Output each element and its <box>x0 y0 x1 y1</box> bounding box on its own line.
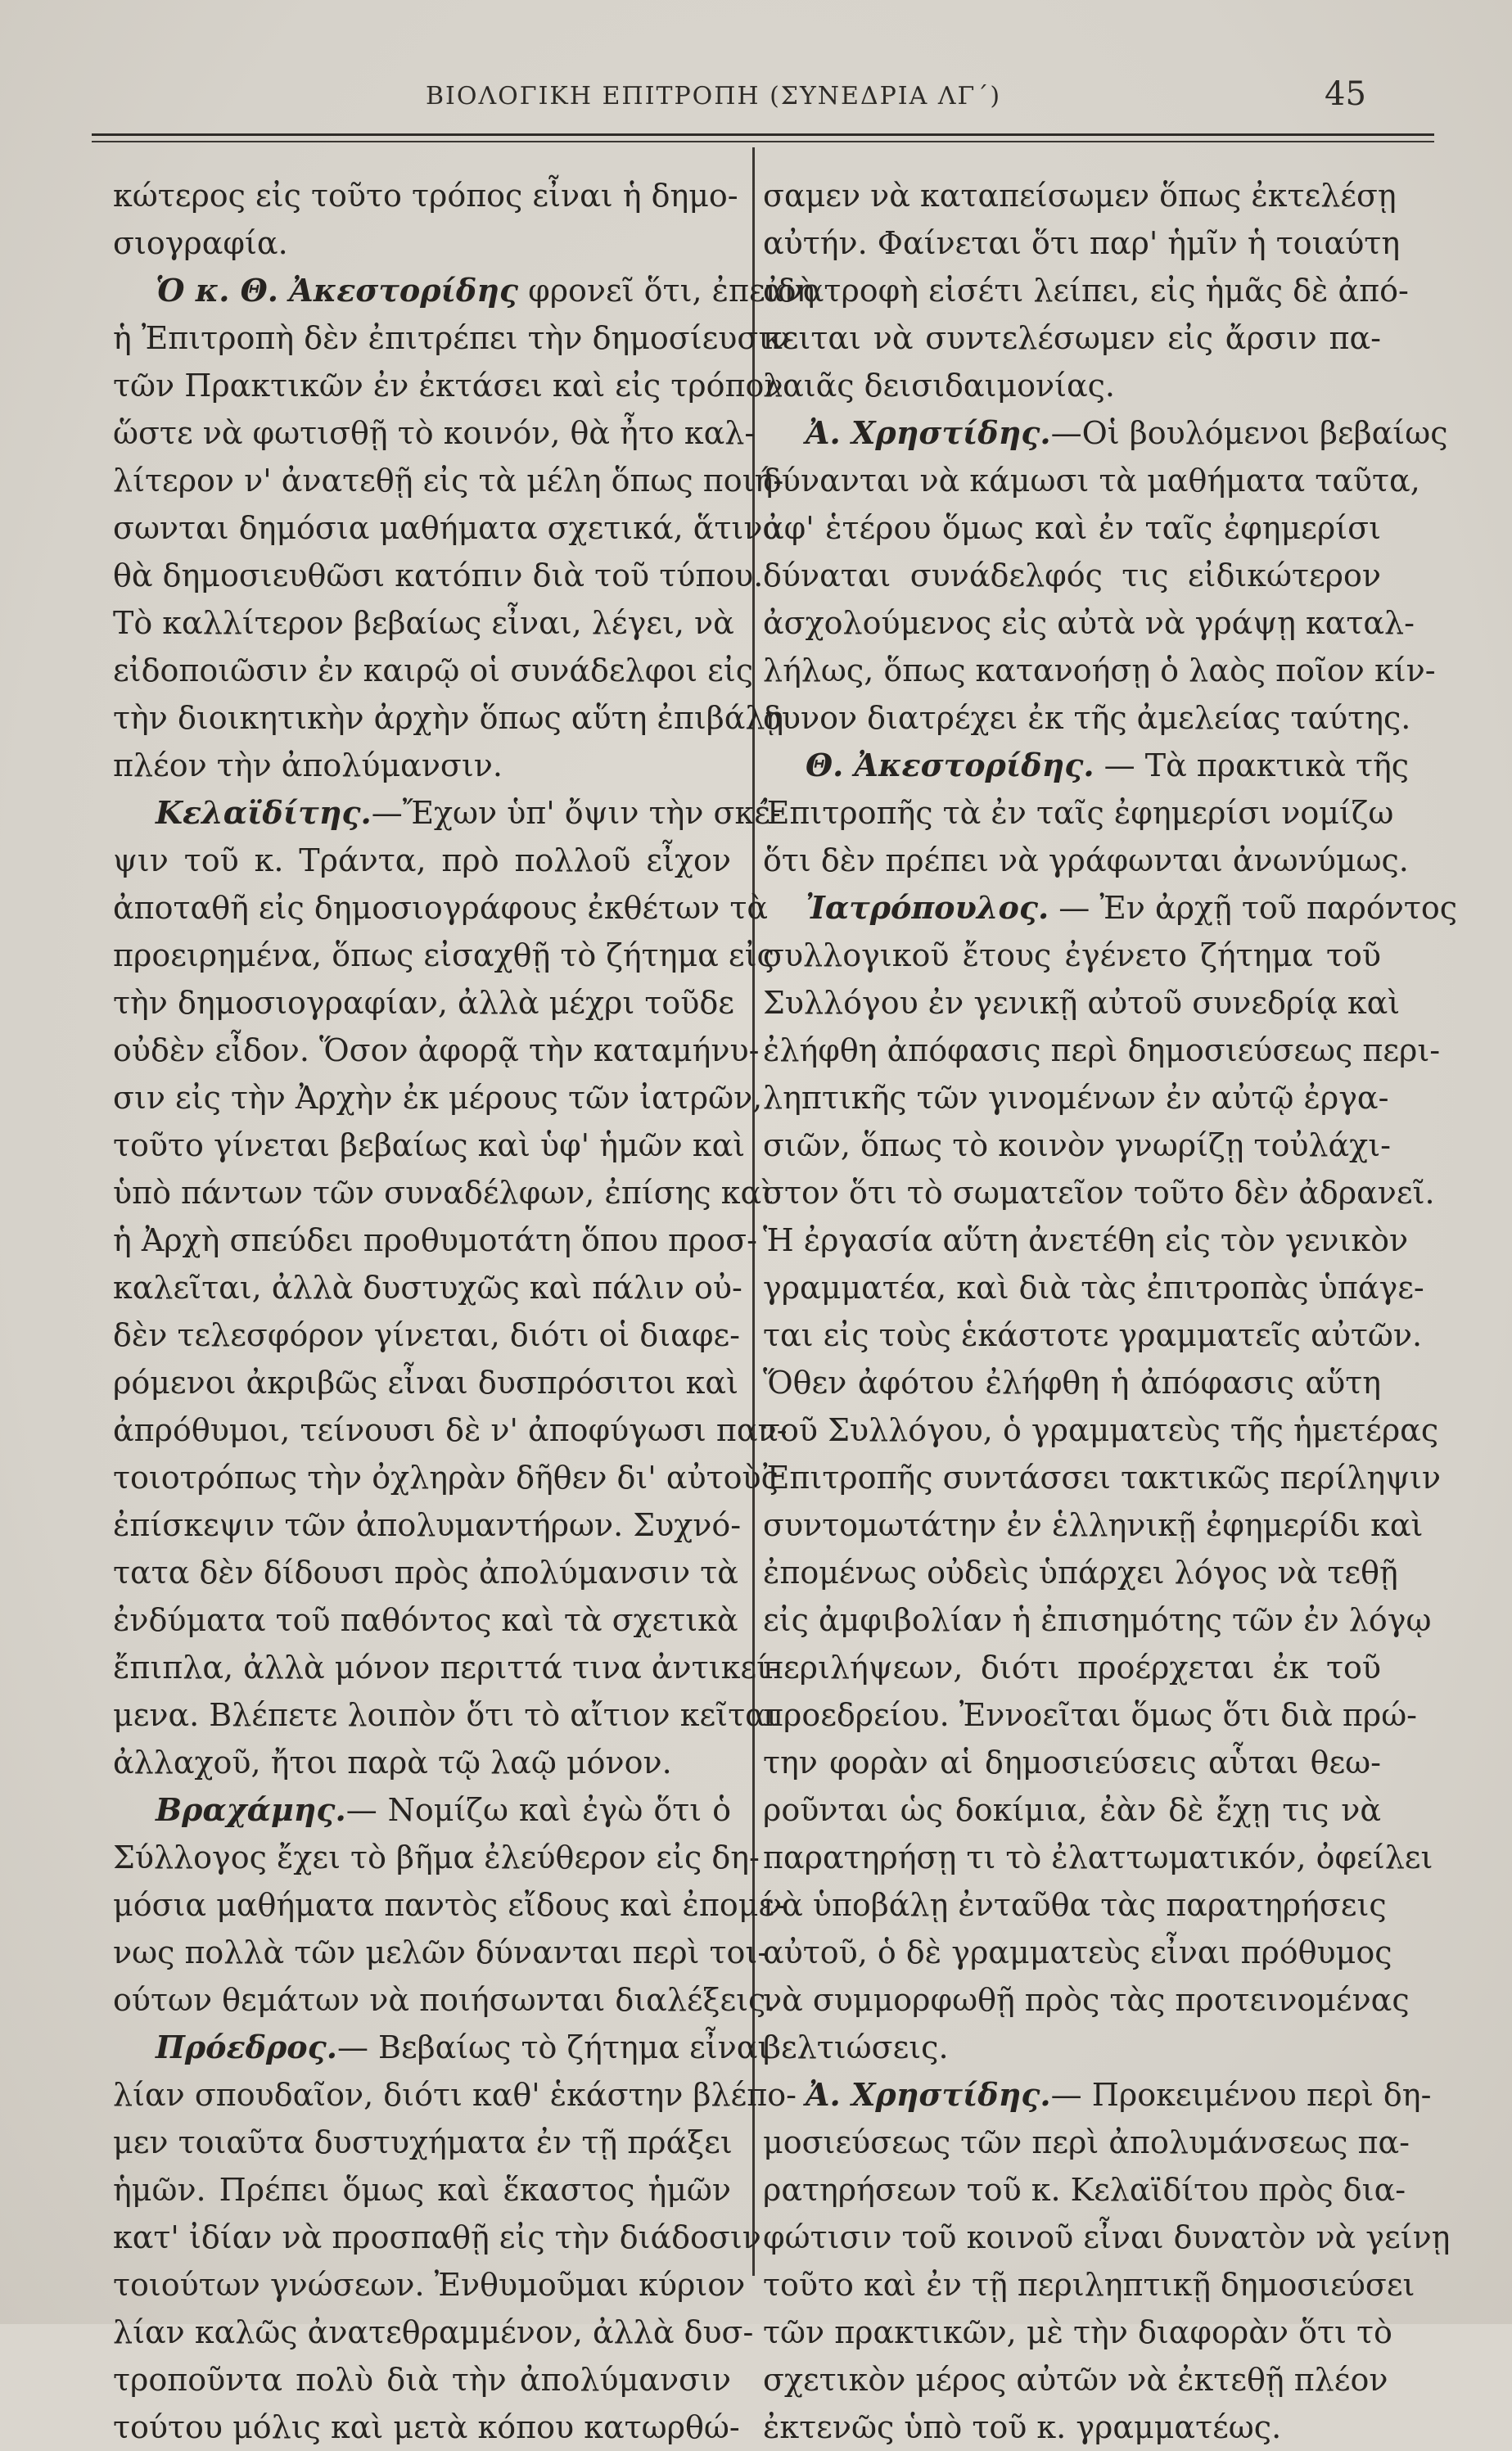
text-line <box>763 1454 1442 1501</box>
text-line <box>113 267 815 314</box>
line-text: δυνον διατρέχει ἐκ τῆς ἀμελείας ταύτης. <box>763 700 1411 736</box>
text-line <box>763 2214 1451 2261</box>
text-line <box>113 1929 769 1976</box>
text-line <box>763 599 1415 647</box>
line-text: εἰδοποιῶσιν ἐν καιρῷ οἱ συνάδελφοι εἰς <box>113 652 754 688</box>
text-line <box>113 552 764 599</box>
line-text: ἀνατροφὴ εἰσέτι λείπει, εἰς ἡμᾶς δὲ ἀπό- <box>763 273 1409 309</box>
speaker-name: Πρόεδρος. <box>156 2029 337 2065</box>
line-text: καλεῖται, ἀλλὰ δυστυχῶς καὶ πάλιν οὐ- <box>113 1270 742 1306</box>
running-title: ΒΙΟΛΟΓΙΚΗ ΕΠΙΤΡΟΠΗ (ΣΥΝΕΔΡΙΑ ΛΓ΄) <box>426 82 1002 111</box>
text-line <box>113 2166 731 2214</box>
line-text: ὥστε νὰ φωτισθῇ τὸ κοινόν, θὰ ἦτο καλ- <box>113 415 756 451</box>
text-line <box>113 694 784 742</box>
text-line <box>763 979 1401 1027</box>
text-line <box>113 647 754 694</box>
line-text: στον ὅτι τὸ σωματεῖον τοῦτο δὲν ἀδρανεῖ. <box>763 1175 1435 1211</box>
line-text: τῶν πρακτικῶν, μὲ τὴν διαφορὰν ὅτι τὸ <box>763 2314 1392 2350</box>
text-line <box>113 1596 738 1644</box>
line-text: πλέον τὴν ἀπολύμανσιν. <box>113 747 503 783</box>
line-text: ται εἰς τοὺς ἑκάστοτε γραμματεῖς αὐτῶν. <box>763 1317 1423 1353</box>
line-text: ὅτι δὲν πρέπει νὰ γράφωνται ἀνωνύμως. <box>763 842 1409 878</box>
text-line <box>763 742 1410 789</box>
line-text: αὐτήν. Φαίνεται ὅτι παρ' ἡμῖν ἡ τοιαύτη <box>763 225 1401 261</box>
line-text: τοῦ Συλλόγου, ὁ γραμματεὺς τῆς ἡμετέρας <box>763 1412 1439 1448</box>
text-line <box>113 932 774 979</box>
speaker-name: Ὁ κ. Θ. Ἀκεστορίδης <box>156 272 519 309</box>
text-line <box>113 1359 738 1406</box>
line-text: σιν εἰς τὴν Ἀρχὴν ἐκ μέρους τῶν ἰατρῶν, <box>113 1080 763 1116</box>
line-text: συντομωτάτην ἐν ἑλληνικῇ ἐφημερίδι καὶ <box>763 1507 1424 1543</box>
text-line <box>763 694 1411 742</box>
line-text: ἐνδύματα τοῦ παθόντος καὶ τὰ σχετικὰ <box>113 1602 738 1638</box>
text-line <box>113 884 769 932</box>
text-line <box>763 1976 1410 2024</box>
line-text: γραμματέα, καὶ διὰ τὰς ἐπιτροπὰς ὑπάγε- <box>763 1270 1424 1306</box>
line-text: ἡ Ἐπιτροπὴ δὲν ἐπιτρέπει τὴν δημοσίευσιν <box>113 320 790 356</box>
line-text: λίαν σπουδαῖον, διότι καθ' ἑκάστην βλέπο- <box>113 2077 797 2113</box>
text-line <box>113 457 784 504</box>
line-text: τῶν Πρακτικῶν ἐν ἐκτάσει καὶ εἰς τρόπον <box>113 368 783 404</box>
line-text: σαμεν νὰ καταπείσωμεν ὅπως ἐκτελέσῃ <box>763 178 1397 214</box>
line-text: εἰς ἀμφιβολίαν ἡ ἐπισημότης τῶν ἐν λόγῳ <box>763 1602 1432 1638</box>
left-column <box>113 172 815 2451</box>
line-text: —Οἱ βουλόμενοι βεβαίως <box>1050 415 1448 451</box>
text-line <box>113 2214 761 2261</box>
line-text: ἀσχολούμενος εἰς αὐτὰ νὰ γράψῃ καταλ- <box>763 605 1415 641</box>
text-line <box>763 1311 1423 1359</box>
line-text: ἐκτενῶς ὑπὸ τοῦ κ. γραμματέως. <box>763 2409 1282 2445</box>
line-text: Τὸ καλλίτερον βεβαίως εἶναι, λέγει, νὰ <box>113 605 734 641</box>
line-text: τὴν διοικητικὴν ἀρχὴν ὅπως αὕτη ἐπιβάλῃ <box>113 700 784 736</box>
line-text: ρόμενοι ἀκριβῶς εἶναι δυσπρόσιτοι καὶ <box>113 1365 738 1401</box>
line-text: τοιοτρόπως τὴν ὀχληρὰν δῆθεν δι' αὐτοὺς <box>113 1460 779 1496</box>
line-text: τὴν δημοσιογραφίαν, ἀλλὰ μέχρι τοῦδε <box>113 985 734 1021</box>
text-line <box>113 172 738 219</box>
speaker-name: Ἀ. Χρηστίδης. <box>806 414 1051 451</box>
text-line <box>113 1834 760 1881</box>
text-line <box>763 932 1381 979</box>
line-text: —Ἔχων ὑπ' ὄψιν τὴν σκέ- <box>371 795 781 831</box>
line-text: — Ἐν ἀρχῇ τοῦ παρόντος <box>1049 890 1458 926</box>
line-text: σιογραφία. <box>113 225 288 261</box>
text-line <box>763 1739 1381 1786</box>
line-text: δύνανται νὰ κάμωσι τὰ μαθήματα ταῦτα, <box>763 463 1420 499</box>
text-line <box>113 1406 788 1454</box>
text-line <box>113 979 734 1027</box>
line-text: δὲν τελεσφόρον γίνεται, διότι οἱ διαφε- <box>113 1317 740 1353</box>
text-line <box>763 2166 1406 2214</box>
text-line <box>763 789 1394 837</box>
line-text: περιλήψεων, διότι προέρχεται ἐκ τοῦ <box>763 1650 1381 1686</box>
line-text: δύναται συνάδελφός τις εἰδικώτερον <box>763 557 1381 594</box>
line-text: μοσιεύσεως τῶν περὶ ἀπολυμάνσεως πα- <box>763 2124 1410 2160</box>
speaker-name: Ἀ. Χρηστίδης. <box>806 2076 1051 2113</box>
text-line <box>763 2404 1381 2451</box>
line-text: Ἐπιτροπῆς τὰ ἐν ταῖς ἐφημερίσι νομίζω <box>763 795 1394 831</box>
line-text: τοῦτο καὶ ἐν τῇ περιληπτικῇ δημοσιεύσει <box>763 2267 1415 2303</box>
line-text: προειρημένα, ὅπως εἰσαχθῇ τὸ ζήτημα εἰς <box>113 937 774 973</box>
text-line <box>113 1976 776 2024</box>
text-line <box>763 409 1448 457</box>
line-text: ἡμῶν. Πρέπει ὅμως καὶ ἕκαστος ἡμῶν <box>113 2172 731 2208</box>
text-line <box>113 1501 742 1549</box>
line-text: Ὅθεν ἀφότου ἐλήφθη ἡ ἀπόφασις αὕτη <box>763 1365 1381 1401</box>
text-line <box>763 1501 1424 1549</box>
line-text: φώτισιν τοῦ κοινοῦ εἶναι δυνατὸν νὰ γείνῃ <box>763 2219 1451 2255</box>
text-line <box>113 1264 742 1311</box>
line-text: Συλλόγου ἐν γενικῇ αὐτοῦ συνεδρίᾳ καὶ <box>763 985 1401 1021</box>
line-text: ἀλλαχοῦ, ἤτοι παρὰ τῷ λαῷ μόνον. <box>113 1745 672 1781</box>
speaker-name: Θ. Ἀκεστορίδης. <box>806 747 1095 783</box>
text-line <box>763 1406 1439 1454</box>
text-line <box>763 1834 1433 1881</box>
text-line <box>113 2404 740 2451</box>
text-line <box>113 1122 746 1169</box>
text-line <box>763 2119 1410 2166</box>
line-text: νὰ ὑποβάλῃ ἐνταῦθα τὰς παρατηρήσεις <box>763 1887 1387 1923</box>
text-line <box>113 1691 779 1739</box>
text-line <box>113 2024 770 2071</box>
line-text: ροῦνται ὡς δοκίμια, ἐὰν δὲ ἔχῃ τις νὰ <box>763 1792 1381 1828</box>
text-line <box>113 599 734 647</box>
line-text: τοιούτων γνώσεων. Ἐνθυμοῦμαι κύριον <box>113 2267 746 2303</box>
line-text: τατα δὲν δίδουσι πρὸς ἀπολύμανσιν τὰ <box>113 1555 738 1591</box>
line-text: Ἡ ἐργασία αὕτη ἀνετέθη εἰς τὸν γενικὸν <box>763 1222 1409 1258</box>
text-line <box>113 2071 797 2119</box>
text-line <box>113 2119 731 2166</box>
text-line <box>113 504 784 552</box>
text-line <box>113 314 790 362</box>
line-text: φρονεῖ ὅτι, ἐπειδὴ <box>518 273 815 309</box>
line-text: κώτερος εἰς τοῦτο τρόπος εἶναι ἡ δημο- <box>113 178 738 214</box>
text-line <box>763 1074 1389 1122</box>
text-line <box>113 1311 740 1359</box>
text-line <box>763 1596 1432 1644</box>
line-text: ούτων θεμάτων νὰ ποιήσωνται διαλέξεις. <box>113 1982 776 2018</box>
text-line <box>763 647 1436 694</box>
line-text: τούτου μόλις καὶ μετὰ κόπου κατωρθώ- <box>113 2409 740 2445</box>
text-line <box>113 219 731 267</box>
text-line <box>763 1644 1381 1691</box>
header-rule-secondary <box>92 141 1434 142</box>
text-line <box>763 219 1401 267</box>
text-line <box>113 1074 763 1122</box>
line-text: μόσια μαθήματα παντὸς εἴδους καὶ ἐπομέ- <box>113 1887 785 1923</box>
text-line <box>113 2356 731 2404</box>
line-text: ἔπιπλα, ἀλλὰ μόνον περιττά τινα ἀντικεί- <box>113 1650 779 1686</box>
line-text: — Νομίζω καὶ ἐγὼ ὅτι ὁ <box>345 1792 731 1828</box>
text-line <box>113 1881 785 1929</box>
text-line <box>113 837 731 884</box>
text-line <box>113 1644 779 1691</box>
text-line <box>113 1169 774 1216</box>
text-line <box>113 362 783 409</box>
text-line <box>763 314 1381 362</box>
line-text: συλλογικοῦ ἔτους ἐγένετο ζήτημα τοῦ <box>763 937 1381 973</box>
text-line <box>763 2261 1415 2309</box>
line-text: ληπτικῆς τῶν γινομένων ἐν αὐτῷ ἐργα- <box>763 1080 1389 1116</box>
line-text: λίαν καλῶς ἀνατεθραμμένον, ἀλλὰ δυσ- <box>113 2314 754 2350</box>
line-text: ἐλήφθη ἀπόφασις περὶ δημοσιεύσεως περι- <box>763 1032 1441 1068</box>
line-text: Σύλλογος ἔχει τὸ βῆμα ἐλεύθερον εἰς δη- <box>113 1839 760 1875</box>
text-line <box>763 1929 1392 1976</box>
text-line <box>763 1881 1387 1929</box>
text-line <box>113 1739 731 1786</box>
line-text: μενα. Βλέπετε λοιπὸν ὅτι τὸ αἴτιον κεῖται <box>113 1697 779 1733</box>
speaker-name: Βραχάμης. <box>156 1791 346 1828</box>
text-line <box>763 552 1381 599</box>
line-text: Ἐπιτροπῆς συντάσσει τακτικῶς περίληψιν <box>763 1460 1442 1496</box>
line-text: σιῶν, ὅπως τὸ κοινὸν γνωρίζῃ τοὐλάχι- <box>763 1127 1391 1163</box>
text-line <box>763 2356 1388 2404</box>
line-text: ἡ Ἀρχὴ σπεύδει προθυμοτάτη ὅπου προσ- <box>113 1222 757 1258</box>
line-text: την φορὰν αἱ δημοσιεύσεις αὗται θεω- <box>763 1745 1381 1781</box>
line-text: ἀποταθῆ εἰς δημοσιογράφους ἐκθέτων τὰ <box>113 890 769 926</box>
text-line <box>763 1169 1435 1216</box>
text-line <box>113 1216 757 1264</box>
text-line <box>763 457 1420 504</box>
text-line <box>763 837 1409 884</box>
line-text: βελτιώσεις. <box>763 2029 949 2065</box>
running-header <box>0 75 1512 124</box>
speaker-name: Ἰατρόπουλος. <box>806 889 1049 926</box>
line-text: ἐπομένως οὐδεὶς ὑπάρχει λόγος νὰ τεθῇ <box>763 1555 1398 1591</box>
text-line <box>763 2071 1432 2119</box>
line-text: μεν τοιαῦτα δυστυχήματα ἐν τῇ πράξει <box>113 2124 733 2160</box>
text-line <box>763 504 1381 552</box>
line-text: τοῦτο γίνεται βεβαίως καὶ ὑφ' ἡμῶν καὶ <box>113 1127 746 1163</box>
text-line <box>763 1264 1424 1311</box>
text-line <box>113 1786 731 1834</box>
line-text: ἀπρόθυμοι, τείνουσι δὲ ν' ἀποφύγωσι παν- <box>113 1412 788 1448</box>
text-line <box>763 172 1397 219</box>
line-text: ψιν τοῦ κ. Τράντα, πρὸ πολλοῦ εἶχον <box>113 842 731 878</box>
line-text: ἀφ' ἑτέρου ὅμως καὶ ἐν ταῖς ἐφημερίσι <box>763 510 1381 546</box>
line-text: — Τὰ πρακτικὰ τῆς <box>1094 747 1410 783</box>
text-line <box>763 884 1458 932</box>
text-line <box>113 1027 760 1074</box>
line-text: σχετικὸν μέρος αὐτῶν νὰ ἐκτεθῇ πλέον <box>763 2362 1388 2398</box>
line-text: κατ' ἰδίαν νὰ προσπαθῇ εἰς τὴν διάδοσιν <box>113 2219 761 2255</box>
line-text: παρατηρήσῃ τι τὸ ἐλαττωματικόν, ὀφείλει <box>763 1839 1433 1875</box>
text-line <box>763 1027 1441 1074</box>
text-line <box>113 742 731 789</box>
line-text: νὰ συμμορφωθῇ πρὸς τὰς προτεινομένας <box>763 1982 1410 2018</box>
line-text: αὐτοῦ, ὁ δὲ γραμματεὺς εἶναι πρόθυμος <box>763 1934 1392 1970</box>
line-text: ἐπίσκεψιν τῶν ἀπολυμαντήρων. Συχνό- <box>113 1507 742 1543</box>
text-line <box>763 1549 1398 1596</box>
line-text: τροποῦντα πολὺ διὰ τὴν ἀπολύμανσιν <box>113 2362 731 2398</box>
line-text: ρατηρήσεων τοῦ κ. Κελαϊδίτου πρὸς δια- <box>763 2172 1406 2208</box>
text-line <box>763 267 1409 314</box>
text-line <box>113 789 781 837</box>
text-line <box>763 1359 1381 1406</box>
header-rule <box>92 133 1434 136</box>
line-text: λίτερον ν' ἀνατεθῇ εἰς τὰ μέλη ὅπως ποιή- <box>113 463 784 499</box>
text-line <box>763 2024 1381 2071</box>
line-text: νως πολλὰ τῶν μελῶν δύνανται περὶ τοι- <box>113 1934 769 1970</box>
text-line <box>763 1216 1409 1264</box>
line-text: κειται νὰ συντελέσωμεν εἰς ἄρσιν πα- <box>763 320 1381 356</box>
line-text: ὑπὸ πάντων τῶν συναδέλφων, ἐπίσης καὶ <box>113 1175 774 1211</box>
text-line <box>113 2261 746 2309</box>
text-line <box>113 1549 738 1596</box>
text-line <box>113 409 756 457</box>
text-line <box>763 362 1381 409</box>
line-text: — Προκειμένου περὶ δη- <box>1050 2077 1432 2113</box>
line-text: — Βεβαίως τὸ ζήτημα εἶναι <box>336 2029 770 2065</box>
page-number: 45 <box>1325 75 1366 113</box>
line-text: σωνται δημόσια μαθήματα σχετικά, ἅτινα <box>113 510 784 546</box>
text-line <box>113 1454 779 1501</box>
speaker-name: Κελαϊδίτης. <box>156 794 372 831</box>
line-text: λαιᾶς δεισιδαιμονίας. <box>763 368 1116 404</box>
right-column <box>763 172 1458 2451</box>
text-line <box>763 1786 1381 1834</box>
text-line <box>763 1691 1418 1739</box>
text-line <box>763 2309 1392 2356</box>
line-text: οὐδὲν εἶδον. Ὅσον ἀφορᾷ τὴν καταμήνυ- <box>113 1032 760 1068</box>
text-line <box>113 2309 754 2356</box>
line-text: λήλως, ὅπως κατανοήσῃ ὁ λαὸς ποῖον κίν- <box>763 652 1436 688</box>
text-line <box>763 1122 1391 1169</box>
line-text: θὰ δημοσιευθῶσι κατόπιν διὰ τοῦ τύπου. <box>113 557 764 594</box>
line-text: προεδρείου. Ἐννοεῖται ὅμως ὅτι διὰ πρώ- <box>763 1697 1418 1733</box>
